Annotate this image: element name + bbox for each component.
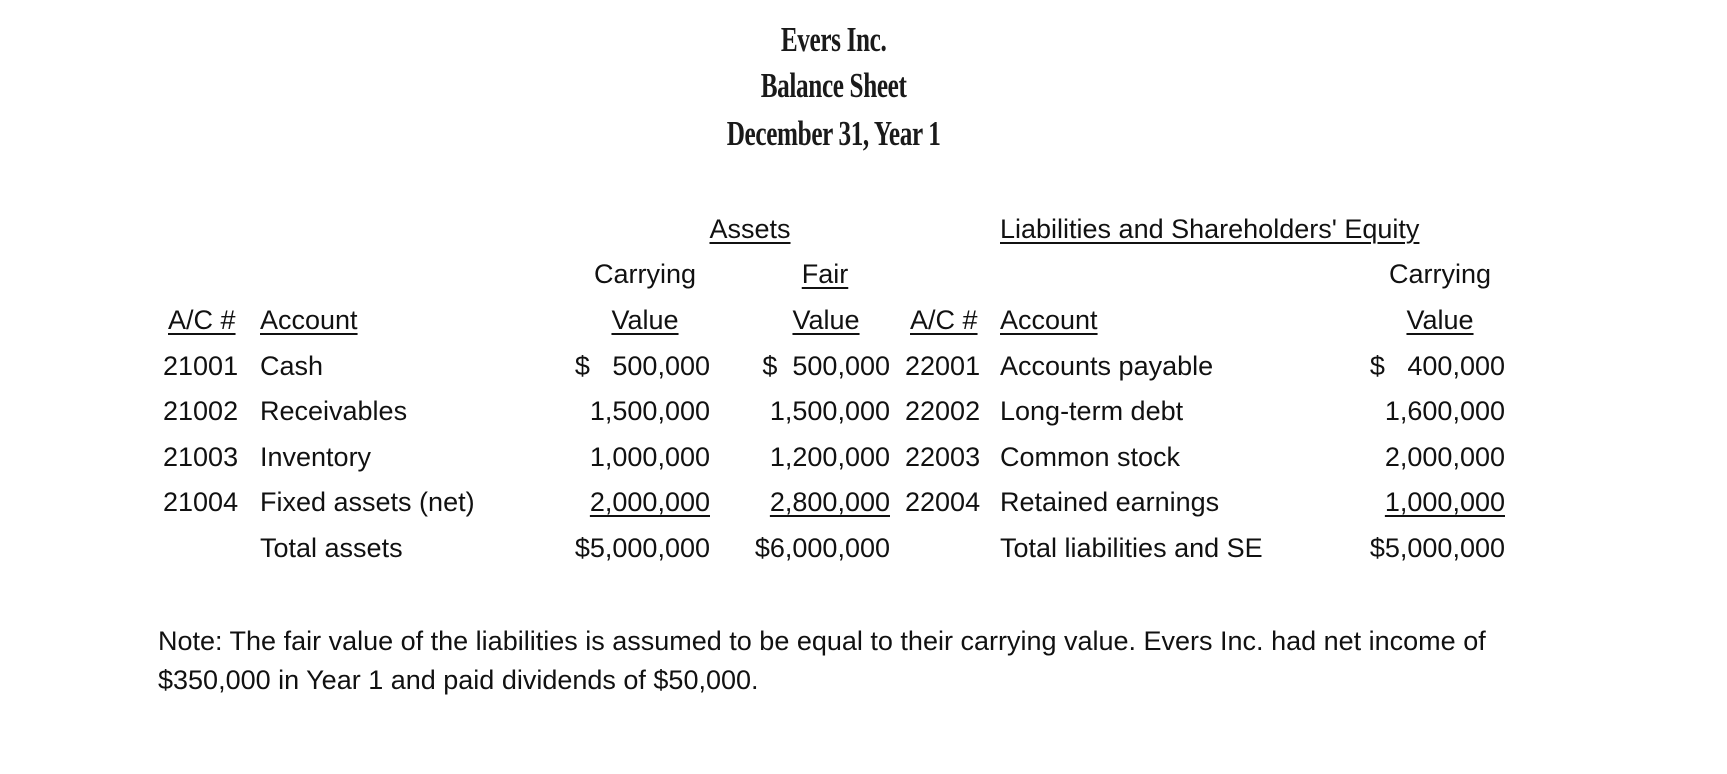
statement-date: December 31, Year 1 bbox=[726, 114, 941, 153]
asset-ac-number: 21002 bbox=[163, 396, 239, 426]
liability-carrying-value: 1,000,000 bbox=[1384, 487, 1505, 517]
assets-section-label: Assets bbox=[709, 214, 791, 244]
asset-account-name: Fixed assets (net) bbox=[260, 487, 475, 517]
assets-account-header: Account bbox=[260, 305, 358, 335]
liability-account-name: Retained earnings bbox=[1000, 487, 1220, 517]
liabilities-section-label: Liabilities and Shareholders' Equity bbox=[1000, 214, 1420, 244]
footnote: Note: The fair value of the liabilities is assumed to be equal to their carrying value. Evers Inc. had net income of $350,000 in Year 1 and paid dividends of $50,000. bbox=[158, 626, 1486, 695]
asset-fair-value: 1,500,000 bbox=[769, 396, 890, 426]
assets-carrying-header-1: Carrying bbox=[593, 259, 697, 289]
asset-fair-value: $ 500,000 bbox=[762, 351, 890, 381]
total-assets-label: Total assets bbox=[260, 533, 403, 563]
liability-ac-number: 22004 bbox=[905, 487, 981, 517]
liability-account-name: Common stock bbox=[1000, 442, 1181, 472]
total-liabilities-label: Total liabilities and SE bbox=[1000, 533, 1263, 563]
liability-account-name: Accounts payable bbox=[1000, 351, 1214, 381]
total-assets-carrying: $5,000,000 bbox=[574, 533, 710, 563]
asset-account-name: Inventory bbox=[260, 442, 372, 472]
liability-ac-number: 22001 bbox=[905, 351, 981, 381]
liability-carrying-value: 1,600,000 bbox=[1384, 396, 1505, 426]
asset-carrying-value: 1,500,000 bbox=[589, 396, 710, 426]
asset-ac-number: 21003 bbox=[163, 442, 239, 472]
asset-carrying-value: 1,000,000 bbox=[589, 442, 710, 472]
asset-carrying-value: $ 500,000 bbox=[574, 351, 710, 381]
asset-ac-number: 21004 bbox=[163, 487, 239, 517]
asset-fair-value: 2,800,000 bbox=[769, 487, 890, 517]
asset-fair-value: 1,200,000 bbox=[769, 442, 890, 472]
asset-account-name: Receivables bbox=[260, 396, 408, 426]
liabilities-account-header: Account bbox=[1000, 305, 1098, 335]
total-assets-fair: $6,000,000 bbox=[754, 533, 890, 563]
liabilities-ac-header: A/C # bbox=[910, 305, 978, 335]
assets-fair-header-2: Value bbox=[792, 305, 860, 335]
asset-carrying-value: 2,000,000 bbox=[589, 487, 710, 517]
liability-ac-number: 22002 bbox=[905, 396, 981, 426]
statement-title: Balance Sheet bbox=[760, 66, 907, 105]
assets-carrying-header-2: Value bbox=[611, 305, 679, 335]
asset-account-name: Cash bbox=[260, 351, 324, 381]
asset-ac-number: 21001 bbox=[163, 351, 239, 381]
assets-ac-header: A/C # bbox=[168, 305, 236, 335]
liability-ac-number: 22003 bbox=[905, 442, 981, 472]
liabilities-carrying-header-1: Carrying bbox=[1388, 259, 1492, 289]
liabilities-carrying-header-2: Value bbox=[1406, 305, 1474, 335]
liability-carrying-value: $ 400,000 bbox=[1369, 351, 1505, 381]
company-name: Evers Inc. bbox=[780, 20, 887, 59]
liability-carrying-value: 2,000,000 bbox=[1384, 442, 1505, 472]
assets-fair-header-1: Fair bbox=[801, 259, 849, 289]
liability-account-name: Long-term debt bbox=[1000, 396, 1184, 426]
total-liabilities-carrying: $5,000,000 bbox=[1369, 533, 1505, 563]
